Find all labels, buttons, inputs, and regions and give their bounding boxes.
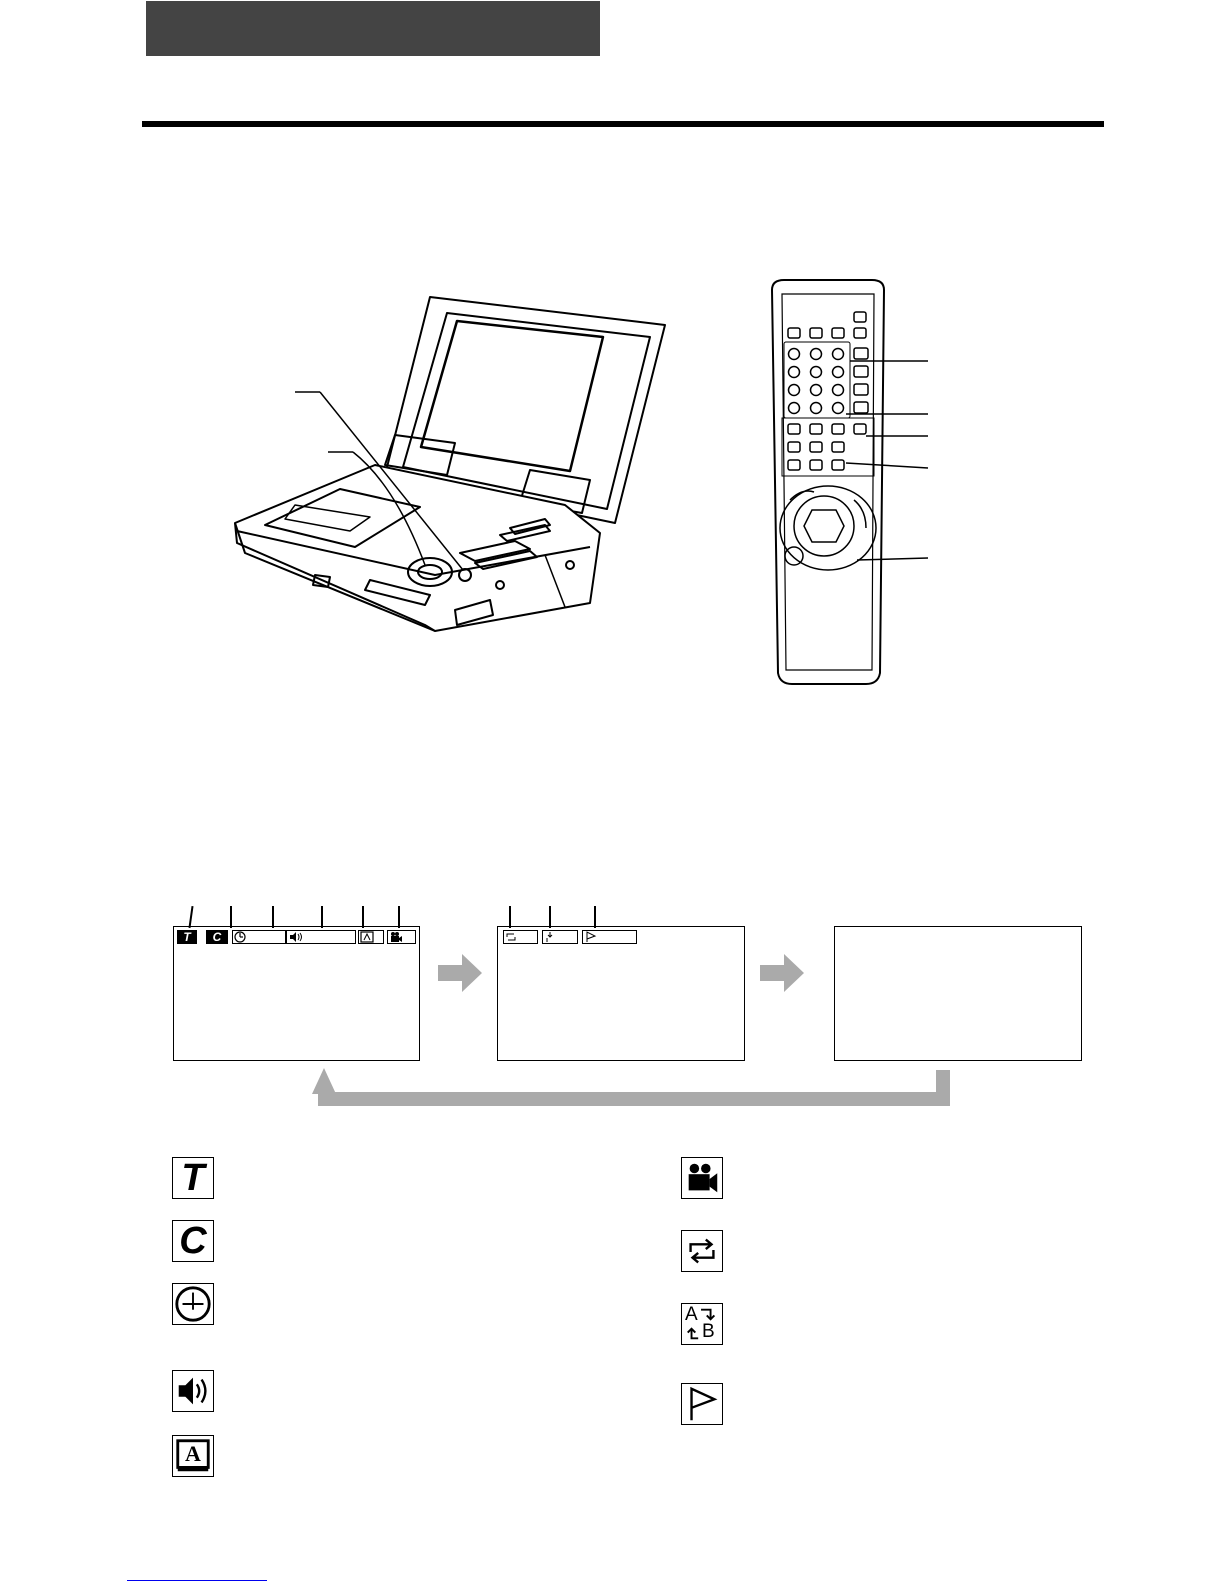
osd-marker-icon xyxy=(582,930,637,944)
legend-ab-glyph-b: B xyxy=(702,1321,715,1342)
callout-tick xyxy=(549,906,551,928)
legend-angle-icon xyxy=(681,1157,723,1199)
legend-chapter-icon xyxy=(172,1220,214,1262)
legend-ab-repeat-icon xyxy=(681,1303,723,1345)
camera-icon xyxy=(389,931,403,943)
osd-ab-repeat-icon xyxy=(542,930,578,944)
callout-tick xyxy=(594,906,596,928)
osd-chapter-glyph: C xyxy=(212,930,222,944)
callout-tick xyxy=(509,906,511,928)
legend-title-glyph: T xyxy=(181,1157,205,1199)
osd-screen-1 xyxy=(173,926,420,1061)
flow-arrow-right xyxy=(760,954,804,992)
speaker-icon xyxy=(173,1371,213,1411)
callout-tick xyxy=(188,906,193,928)
repeat-icon xyxy=(682,1231,722,1271)
legend-ab-glyph-a: A xyxy=(685,1304,698,1325)
flow-arrow-right xyxy=(438,954,482,992)
legend-chapter-glyph: C xyxy=(179,1220,207,1262)
legend-marker-icon xyxy=(681,1383,723,1425)
callout-tick xyxy=(321,906,323,928)
camera-icon xyxy=(682,1158,722,1198)
clock-icon xyxy=(173,1284,213,1324)
osd-title-glyph: T xyxy=(183,930,191,944)
callout-tick xyxy=(362,906,364,928)
osd-audio-icon xyxy=(286,930,356,944)
dvd-player-illustration xyxy=(225,285,675,655)
bottom-link-underline xyxy=(127,1580,267,1581)
legend-time-icon xyxy=(172,1283,214,1325)
speaker-icon xyxy=(289,931,303,943)
flag-icon xyxy=(682,1384,722,1424)
legend-repeat-icon xyxy=(681,1230,723,1272)
legend-subtitle-icon xyxy=(172,1435,214,1477)
osd-subtitle-icon xyxy=(358,930,384,944)
osd-screen-2 xyxy=(497,926,745,1061)
legend-audio-icon xyxy=(172,1370,214,1412)
clock-icon xyxy=(234,931,246,943)
legend-title-icon xyxy=(172,1157,214,1199)
osd-time-icon xyxy=(232,930,286,944)
callout-tick xyxy=(272,906,274,928)
callout-tick xyxy=(398,906,400,928)
flag-icon xyxy=(585,931,597,943)
remote-control-illustration xyxy=(762,278,932,688)
repeat-icon xyxy=(505,931,517,943)
osd-chapter-icon xyxy=(206,930,228,944)
header-bar xyxy=(146,1,600,56)
osd-title-icon xyxy=(177,930,197,944)
subtitle-icon xyxy=(360,931,374,943)
section-rule xyxy=(142,121,1104,127)
ab-arrow-icon xyxy=(682,1304,722,1344)
flow-return-arrow xyxy=(300,1064,960,1108)
legend-subtitle-glyph: A xyxy=(185,1441,201,1466)
osd-repeat-icon xyxy=(503,930,538,944)
ab-repeat-icon xyxy=(544,931,556,943)
callout-tick xyxy=(230,906,232,928)
osd-screen-3 xyxy=(834,926,1082,1061)
osd-angle-icon xyxy=(387,930,416,944)
